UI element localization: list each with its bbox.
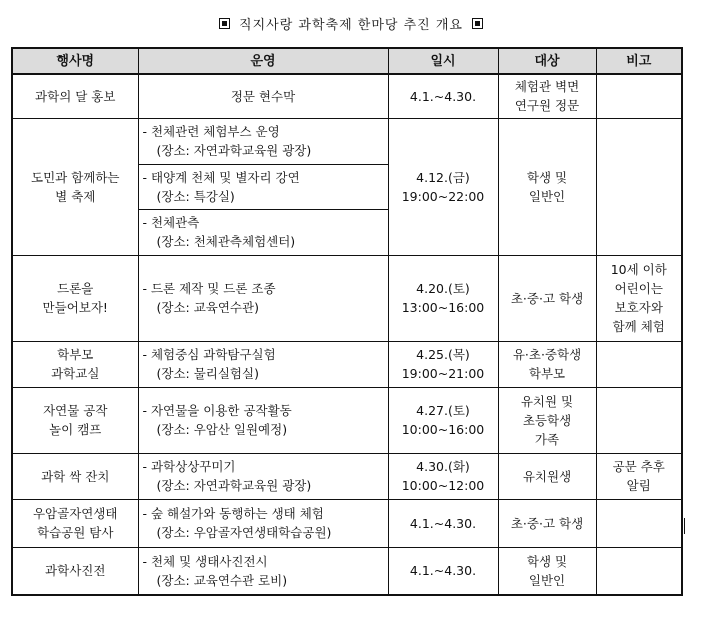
operation-item: - 체험중심 과학탐구실험 xyxy=(142,347,276,362)
header-event: 행사명 xyxy=(12,48,138,74)
text-cursor xyxy=(684,518,685,534)
table-header-row xyxy=(12,48,682,74)
event-name-line: 만들어보자! xyxy=(42,300,108,315)
target-cell xyxy=(498,453,596,499)
table-row xyxy=(12,118,682,164)
operation-cell xyxy=(138,74,388,118)
target-line: 초·중·고 학생 xyxy=(510,515,584,531)
table-row xyxy=(12,255,682,341)
datetime-cell xyxy=(388,341,498,387)
event-name-cell xyxy=(12,547,138,595)
table-row xyxy=(12,74,682,118)
note-line: 보호자와 xyxy=(614,300,663,315)
datetime-line: 4.27.(토) xyxy=(416,403,470,418)
target-line: 초등학생 xyxy=(522,412,572,428)
target-line: 유치원생 xyxy=(522,468,572,484)
datetime-line: 19:00~21:00 xyxy=(401,366,485,381)
target-cell xyxy=(498,74,596,118)
header-note: 비고 xyxy=(596,48,682,74)
event-name-cell xyxy=(12,341,138,387)
operation-cell xyxy=(138,387,388,453)
datetime-line: 4.25.(목) xyxy=(416,347,470,362)
operation-place: (장소: 교육연수관 로비) xyxy=(156,572,288,588)
event-name-line: 과학 싹 잔치 xyxy=(41,468,110,484)
target-cell xyxy=(498,341,596,387)
datetime-line: 4.30.(화) xyxy=(416,459,470,474)
datetime-cell xyxy=(388,499,498,547)
filled-square-icon xyxy=(219,18,230,29)
event-name-line: 도민과 함께하는 xyxy=(31,169,120,185)
operation-item: - 숲 해설가와 동행하는 생태 체험 xyxy=(142,506,324,521)
event-name-line: 우암골자연생태 xyxy=(32,506,118,521)
event-name-line: 과학의 달 홍보 xyxy=(35,88,116,104)
note-line: 알림 xyxy=(626,478,651,493)
operation-item: 정문 현수막 xyxy=(230,88,296,104)
event-name-cell xyxy=(12,499,138,547)
operation-place: (장소: 자연과학교육원 광장) xyxy=(156,478,312,493)
note-line: 공문 추후 xyxy=(612,459,665,474)
target-line: 초·중·고 학생 xyxy=(510,290,584,306)
event-name-line: 학습공원 탐사 xyxy=(37,525,114,540)
operation-place: (장소: 자연과학교육원 광장) xyxy=(156,143,312,158)
header-target: 대상 xyxy=(498,48,596,74)
operation-place: (장소: 물리실험실) xyxy=(156,366,259,381)
event-name-line: 놀이 캠프 xyxy=(49,422,102,437)
datetime-cell xyxy=(388,74,498,118)
event-name-line: 학부모 xyxy=(57,347,94,362)
datetime-line: 19:00~22:00 xyxy=(401,188,485,204)
target-line: 일반인 xyxy=(528,572,566,588)
target-line: 학생 및 xyxy=(526,169,568,185)
datetime-line: 4.1.~4.30. xyxy=(409,515,477,531)
table-row xyxy=(12,453,682,499)
event-name-cell xyxy=(12,118,138,255)
filled-square-icon xyxy=(472,18,483,29)
note-cell xyxy=(596,499,682,547)
operation-item: - 천체관측 xyxy=(142,215,200,230)
target-cell xyxy=(498,499,596,547)
event-name-line: 자연물 공작 xyxy=(43,403,108,418)
operation-place: (장소: 교육연수관) xyxy=(156,300,259,315)
target-line: 유치원 및 xyxy=(520,393,574,409)
datetime-line: 4.1.~4.30. xyxy=(409,88,477,104)
target-line: 학부모 xyxy=(528,366,566,381)
note-cell xyxy=(596,547,682,595)
table-row xyxy=(12,341,682,387)
datetime-line: 4.12.(금) xyxy=(416,169,470,185)
target-cell xyxy=(498,387,596,453)
target-cell xyxy=(498,547,596,595)
operation-place: (장소: 특강실) xyxy=(156,188,235,204)
table-row xyxy=(12,547,682,595)
note-line: 10세 이하 xyxy=(610,262,667,277)
target-line: 체험관 벽면 xyxy=(514,79,580,95)
note-cell xyxy=(596,453,682,499)
event-name-line: 드론을 xyxy=(57,281,94,296)
operation-item: - 천체 및 생태사진전시 xyxy=(142,553,268,569)
datetime-line: 10:00~12:00 xyxy=(401,478,485,493)
target-line: 연구원 정문 xyxy=(514,98,580,114)
event-plan-table xyxy=(11,47,683,596)
operation-cell xyxy=(138,118,388,164)
event-name-cell xyxy=(12,255,138,341)
datetime-line: 4.20.(토) xyxy=(416,281,470,296)
event-name-line: 과학교실 xyxy=(51,366,100,381)
datetime-cell xyxy=(388,453,498,499)
target-cell xyxy=(498,255,596,341)
table-row xyxy=(12,387,682,453)
target-line: 학생 및 xyxy=(526,553,568,569)
datetime-line: 13:00~16:00 xyxy=(401,300,485,315)
operation-cell xyxy=(138,341,388,387)
operation-item: - 태양계 천체 및 별자리 강연 xyxy=(142,169,300,185)
operation-item: - 천체관련 체험부스 운영 xyxy=(142,124,280,139)
table-row xyxy=(12,499,682,547)
operation-cell xyxy=(138,547,388,595)
datetime-cell xyxy=(388,387,498,453)
target-cell xyxy=(498,118,596,255)
operation-place: (장소: 우암산 일원예정) xyxy=(156,422,288,437)
header-operation: 운영 xyxy=(138,48,388,74)
operation-cell xyxy=(138,499,388,547)
operation-item: - 자연물을 이용한 공작활동 xyxy=(142,403,292,418)
note-line: 함께 체험 xyxy=(612,319,665,334)
note-cell xyxy=(596,255,682,341)
operation-item: - 과학상상꾸미기 xyxy=(142,459,236,474)
datetime-cell xyxy=(388,547,498,595)
event-name-line: 과학사진전 xyxy=(45,563,106,579)
note-line: 어린이는 xyxy=(614,281,663,296)
target-line: 일반인 xyxy=(528,188,566,204)
datetime-line: 10:00~16:00 xyxy=(401,422,485,437)
document-title xyxy=(0,14,702,33)
target-line: 가족 xyxy=(534,431,560,447)
event-name-cell xyxy=(12,387,138,453)
event-name-cell xyxy=(12,453,138,499)
operation-cell xyxy=(138,453,388,499)
operation-cell xyxy=(138,255,388,341)
title-text: 직지사랑 과학축제 한마당 추진 개요 xyxy=(239,18,463,33)
note-cell xyxy=(596,387,682,453)
datetime-line: 4.1.~4.30. xyxy=(409,563,477,579)
event-name-cell xyxy=(12,74,138,118)
datetime-cell xyxy=(388,255,498,341)
operation-place: (장소: 천체관측체험센터) xyxy=(156,234,296,249)
note-cell xyxy=(596,118,682,255)
operation-cell xyxy=(138,209,388,255)
note-cell xyxy=(596,74,682,118)
note-cell xyxy=(596,341,682,387)
header-datetime: 일시 xyxy=(388,48,498,74)
operation-place: (장소: 우암골자연생태학습공원) xyxy=(156,525,332,540)
operation-cell xyxy=(138,164,388,209)
event-name-line: 별 축제 xyxy=(55,188,96,204)
datetime-cell xyxy=(388,118,498,255)
target-line: 유·초·중학생 xyxy=(512,347,582,362)
operation-item: - 드론 제작 및 드론 조종 xyxy=(142,281,276,296)
